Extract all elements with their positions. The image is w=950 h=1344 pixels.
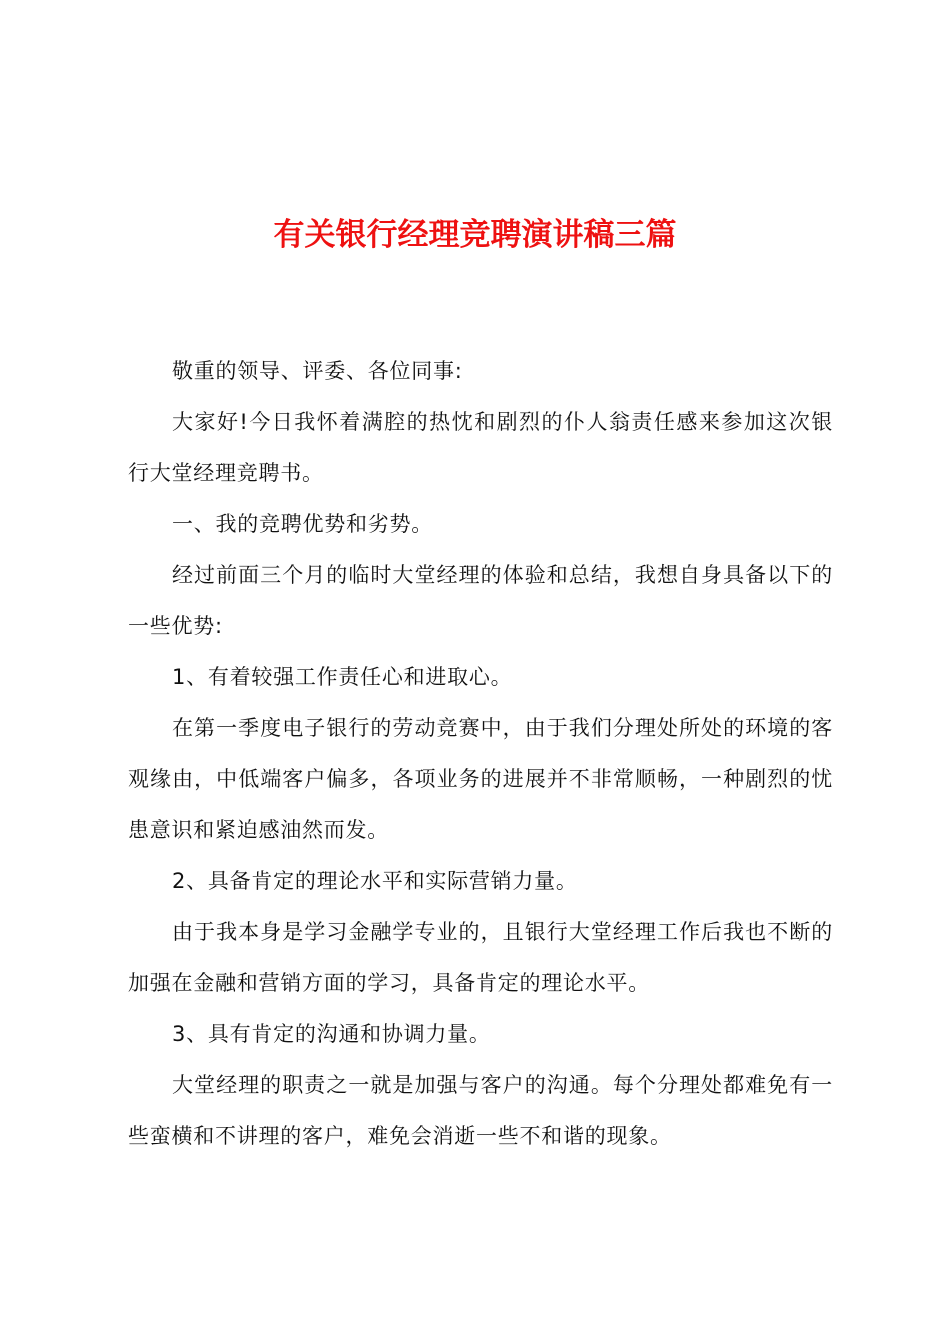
document-title: 有关银行经理竞聘演讲稿三篇: [273, 217, 677, 253]
paragraph: 由于我本身是学习金融学专业的，且银行大堂经理工作后我也不断的加强在金融和营销方面的学习，具备肯定的理论水平。: [128, 920, 833, 995]
paragraph-section-heading: 一、我的竞聘优势和劣势。: [172, 512, 433, 536]
paragraph-greeting: 大家好!今日我怀着满腔的热忱和剧烈的仆人翁责任感来参加这次银行大堂经理竞聘书。: [128, 410, 833, 485]
paragraph-list-item: 2、具备肯定的理论水平和实际营销力量。: [172, 869, 578, 893]
paragraph-salutation: 敬重的领导、评委、各位同事:: [172, 359, 463, 383]
paragraph: 大堂经理的职责之一就是加强与客户的沟通。每个分理处都难免有一些蛮横和不讲理的客户，难免会消逝一些不和谐的现象。: [128, 1073, 833, 1148]
paragraph: 经过前面三个月的临时大堂经理的体验和总结，我想自身具备以下的一些优势:: [128, 563, 833, 638]
document-body: [128, 346, 833, 1162]
paragraph: 在第一季度电子银行的劳动竞赛中，由于我们分理处所处的环境的客观缘由，中低端客户偏多，各项业务的进展并不非常顺畅，一种剧烈的忧患意识和紧迫感油然而发。: [128, 716, 833, 842]
paragraph-list-item: 1、有着较强工作责任心和进取心。: [172, 665, 513, 689]
paragraph-list-item: 3、具有肯定的沟通和协调力量。: [172, 1022, 491, 1046]
